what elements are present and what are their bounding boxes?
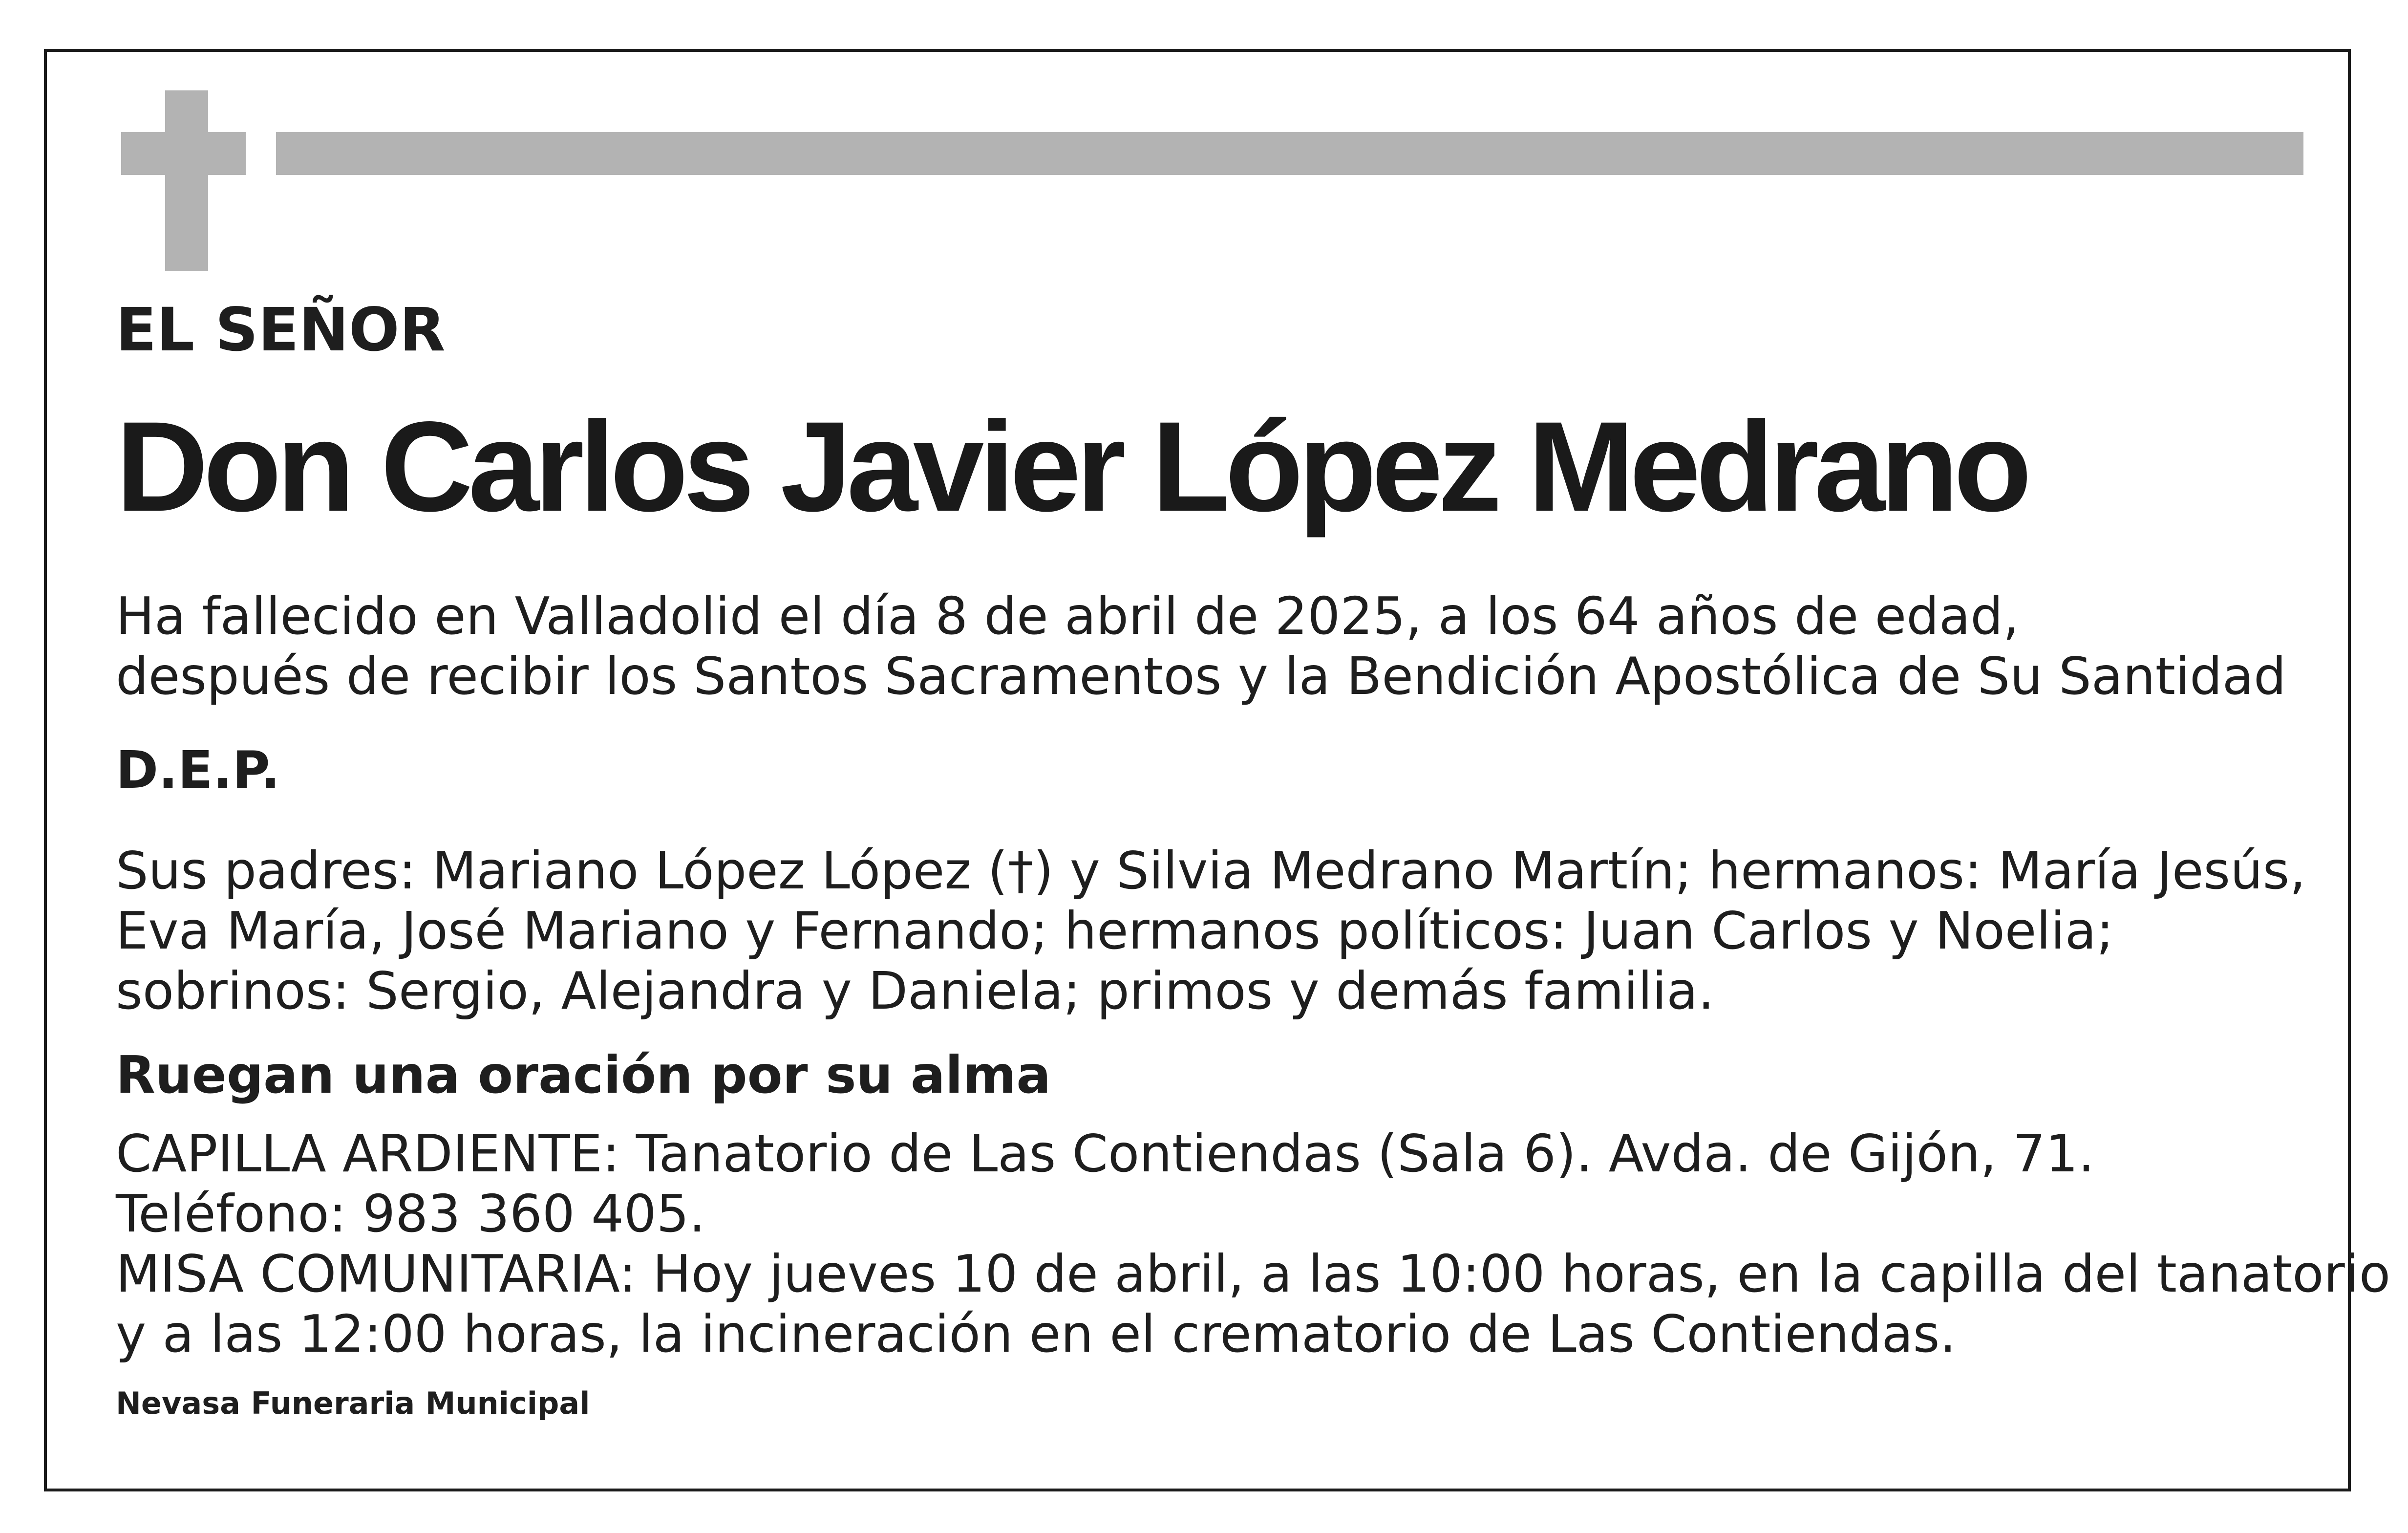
family-line: Sus padres: Mariano López López (†) y Silvia Medrano Martín; hermanos: María Jesús, [116, 841, 2306, 901]
cross-icon [165, 90, 208, 271]
death-line: después de recibir los Santos Sacramentos y la Bendición Apostólica de Su Santidad [116, 647, 2286, 706]
family-list [116, 841, 2329, 1021]
service-line: MISA COMUNITARIA: Hoy jueves 10 de abril, a las 10:00 horas, en la capilla del tanatorio [116, 1244, 2391, 1304]
notice-content [116, 293, 2391, 1423]
header-bar [276, 132, 2303, 175]
cross-icon-arm [121, 132, 246, 175]
service-line: y a las 12:00 horas, la incineración en el crematorio de Las Contiendas. [116, 1304, 1956, 1364]
death-line: Ha fallecido en Valladolid el día 8 de abril de 2025, a los 64 años de edad, [116, 586, 2020, 646]
service-line: Teléfono: 983 360 405. [116, 1184, 705, 1244]
honorific-title: EL SEÑOR [116, 295, 446, 365]
deceased-name: Don Carlos Javier López Medrano [116, 395, 2027, 538]
service-details [116, 1124, 2391, 1364]
prayer-request: Ruegan una oración por su alma [116, 1045, 1051, 1105]
funeral-home: Nevasa Funeraria Municipal [116, 1385, 590, 1421]
service-line: CAPILLA ARDIENTE: Tanatorio de Las Contiendas (Sala 6). Avda. de Gijón, 71. [116, 1124, 2095, 1184]
dep-label: D.E.P. [116, 740, 280, 800]
family-line: Eva María, José Mariano y Fernando; hermanos políticos: Juan Carlos y Noelia; [116, 901, 2114, 961]
family-line: sobrinos: Sergio, Alejandra y Daniela; primos y demás familia. [116, 961, 1714, 1021]
death-announcement [116, 586, 2329, 707]
